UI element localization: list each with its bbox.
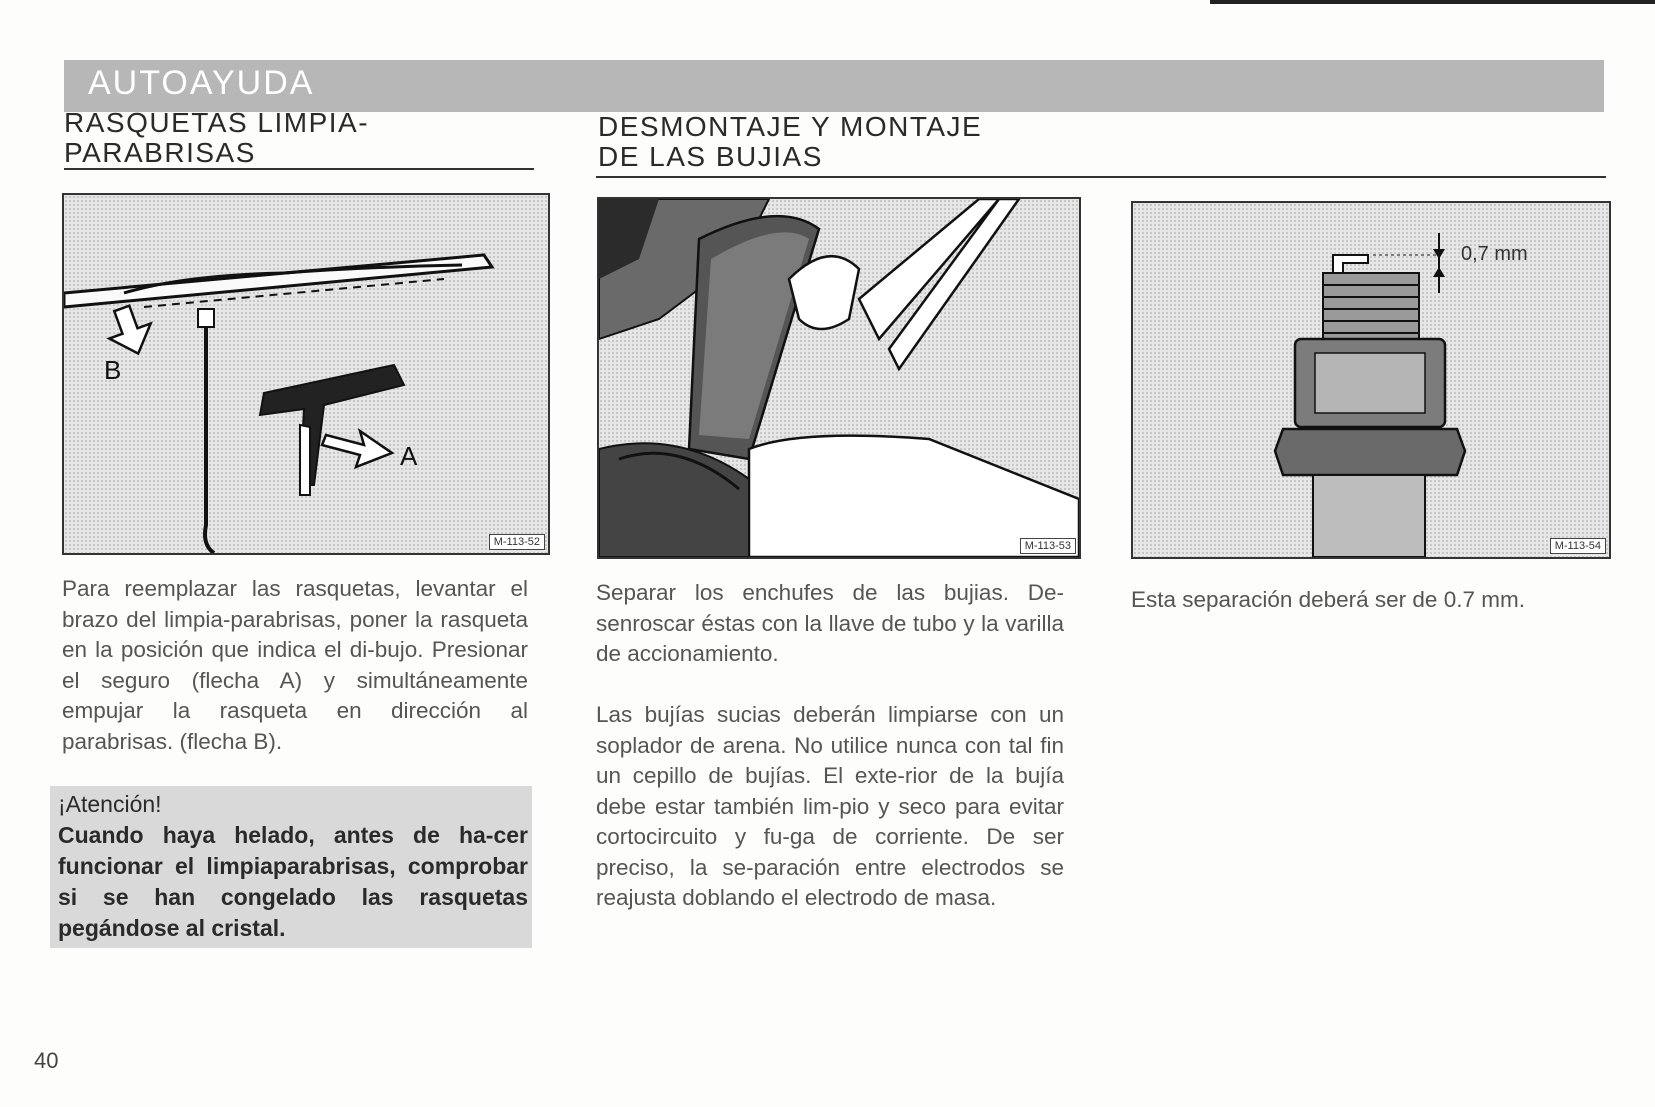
figure-code: M-113-52 [489, 534, 545, 550]
heading-plugs-line2: DE LAS BUJIAS [598, 141, 823, 172]
figure-spark-plug-gap [1131, 201, 1611, 559]
figure-code: M-113-53 [1020, 538, 1076, 554]
attention-title: ¡Atención! [58, 791, 162, 817]
banner-label: AUTOAYUDA [88, 64, 315, 102]
spark-plug-wrench-icon [599, 199, 1079, 557]
heading-rule-left [64, 168, 534, 170]
gap-label: 0,7 mm [1461, 243, 1528, 265]
attention-body: Cuando haya helado, antes de ha-cer funcionar el limpiaparabrisas, comprobar si se han congelado las rasquetas pegándose al cristal. [58, 822, 528, 941]
spark-plug-cleaning-text: Las bujías sucias deberán limpiarse con un soplador de arena. No utilice nunca con tal fin un cepillo de bujías. El exte-rior de la bujía debe estar también lim-pio y seco para evitar cortocircuito y fu-ga de corriente. De ser preciso, la se-paración entre electrodos se reajusta doblando el electrodo de masa. [596, 702, 1064, 910]
arrow-b-icon [101, 301, 159, 361]
heading-spark-plugs [598, 112, 982, 172]
spark-plug-gap-text: Esta separación deberá ser de 0.7 mm. [1131, 587, 1525, 612]
heading-wiper-blades [64, 108, 369, 168]
wiper-instructions: Para reemplazar las rasquetas, levantar el brazo del limpia-parabrisas, poner la rasqueta en la posición que indica el di-bujo. Presionar el seguro (flecha A) y simultáneamente empujar la rasqueta en dirección al parabrisas. (flecha B). [62, 576, 528, 754]
heading-plugs-line1: DESMONTAJE Y MONTAJE [598, 111, 983, 142]
figure-spark-plug-removal [597, 197, 1081, 559]
heading-wiper-line1: RASQUETAS LIMPIA- [64, 107, 370, 138]
figure-wiper-blade [62, 193, 550, 555]
attention-box [50, 786, 532, 948]
spark-plug-removal-text: Separar los enchufes de las bujias. De-senroscar éstas con la llave de tubo y la varilla de accionamiento. [596, 580, 1064, 666]
figure-code: M-113-54 [1550, 538, 1606, 554]
figure-label-a: A [400, 441, 418, 471]
page-number: 40 [34, 1048, 59, 1073]
figure-label-b: B [104, 355, 122, 385]
wiper-blade-icon [64, 195, 548, 553]
heading-wiper-line2: PARABRISAS [64, 137, 256, 168]
spark-plug-icon [1133, 203, 1609, 557]
heading-rule-right [596, 176, 1606, 178]
top-edge-rule [1210, 0, 1655, 4]
arrow-a-icon [322, 431, 392, 467]
